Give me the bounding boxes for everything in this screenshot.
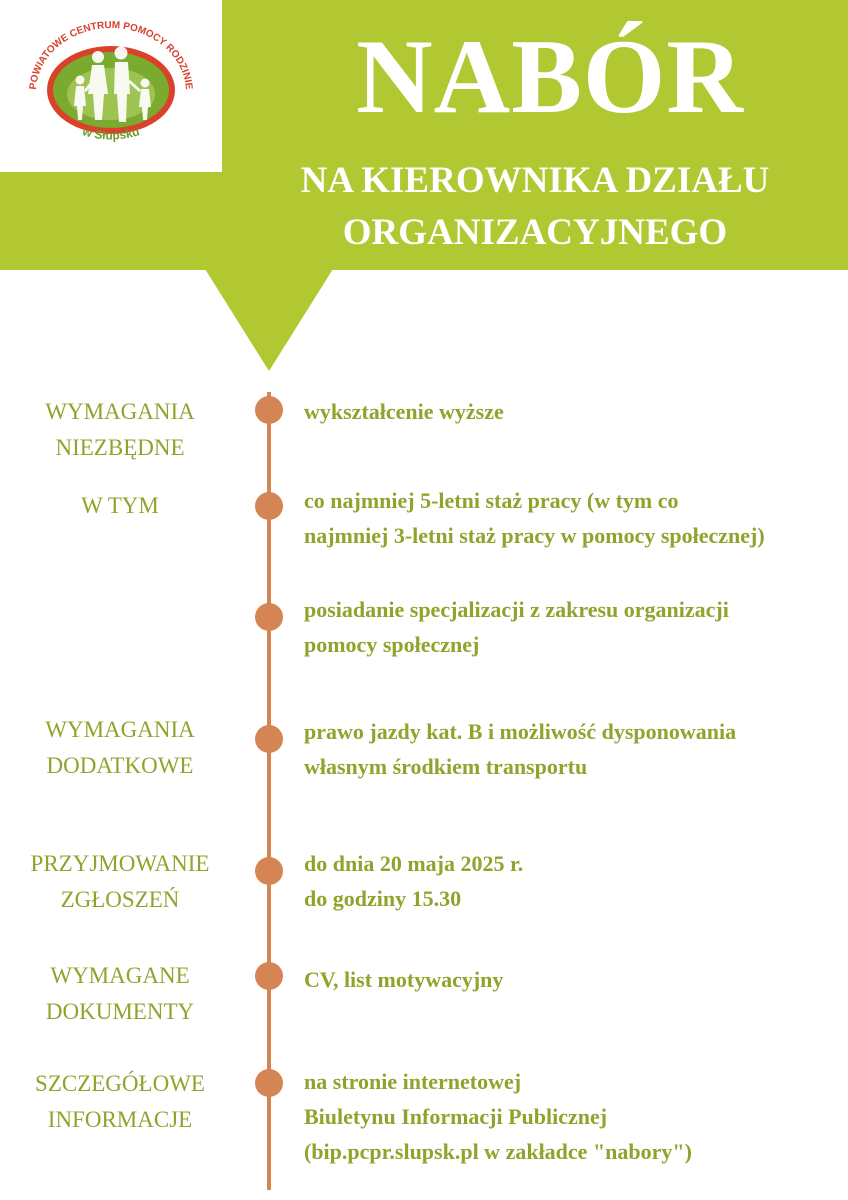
label-line: W TYM	[81, 493, 159, 518]
label-line: PRZYJMOWANIE	[30, 851, 210, 876]
label-line: DODATKOWE	[46, 753, 194, 778]
subtitle-line-1: NA KIEROWNIKA DZIAŁU	[300, 160, 770, 201]
logo-top-text: POWIATOWE CENTRUM POMOCY RODZINIE	[27, 19, 195, 91]
detail-line: (bip.pcpr.slupsk.pl w zakładce "nabory")	[304, 1139, 692, 1164]
detail-line: prawo jazdy kat. B i możliwość dysponowania	[304, 719, 737, 744]
section-label	[0, 394, 240, 466]
page-title: NABÓR	[356, 18, 744, 135]
label-line: WYMAGANE	[50, 963, 190, 988]
section-detail	[304, 846, 844, 916]
detail-line: najmniej 3-letni staż pracy w pomocy społecznej)	[304, 523, 765, 548]
label-line: ZGŁOSZEŃ	[60, 887, 180, 912]
page-subtitle	[250, 155, 820, 259]
subtitle-line-2: ORGANIZACYJNEGO	[342, 212, 728, 253]
section-detail	[304, 1064, 844, 1169]
timeline-dot	[255, 603, 283, 631]
detail-line: na stronie internetowej	[304, 1069, 522, 1094]
logo	[0, 0, 222, 172]
detail-line: do dnia 20 maja 2025 r.	[304, 851, 524, 876]
timeline-dot	[255, 396, 283, 424]
family-logo-icon	[22, 10, 200, 160]
timeline-dot	[255, 492, 283, 520]
section-detail	[304, 714, 844, 784]
section-label	[0, 1066, 240, 1138]
section-label	[0, 846, 240, 918]
label-line: NIEZBĘDNE	[55, 435, 185, 460]
section-detail	[304, 592, 844, 662]
detail-line: do godziny 15.30	[304, 886, 462, 911]
detail-line: co najmniej 5-letni staż pracy (w tym co	[304, 488, 679, 513]
detail-line: pomocy społecznej	[304, 632, 480, 657]
label-line: DOKUMENTY	[45, 999, 195, 1024]
section-detail	[304, 483, 844, 553]
label-line: INFORMACJE	[47, 1107, 193, 1132]
detail-line: Biuletynu Informacji Publicznej	[304, 1104, 608, 1129]
section-label	[0, 712, 240, 784]
detail-line: CV, list motywacyjny	[304, 967, 504, 992]
label-line: SZCZEGÓŁOWE	[35, 1071, 205, 1096]
section-detail	[304, 962, 844, 997]
timeline-dot	[255, 725, 283, 753]
logo-bottom-text: w Słupsku	[80, 124, 142, 143]
detail-line: posiadanie specjalizacji z zakresu organizacji	[304, 597, 729, 622]
detail-line: własnym środkiem transportu	[304, 754, 588, 779]
timeline-dot	[255, 962, 283, 990]
timeline-dot	[255, 1069, 283, 1097]
label-line: WYMAGANIA	[45, 717, 195, 742]
label-line: WYMAGANIA	[45, 399, 195, 424]
timeline-dot	[255, 857, 283, 885]
banner-pointer	[205, 269, 333, 371]
section-label	[0, 488, 240, 524]
detail-line: wykształcenie wyższe	[304, 399, 504, 424]
section-detail	[304, 394, 844, 429]
section-label	[0, 958, 240, 1030]
